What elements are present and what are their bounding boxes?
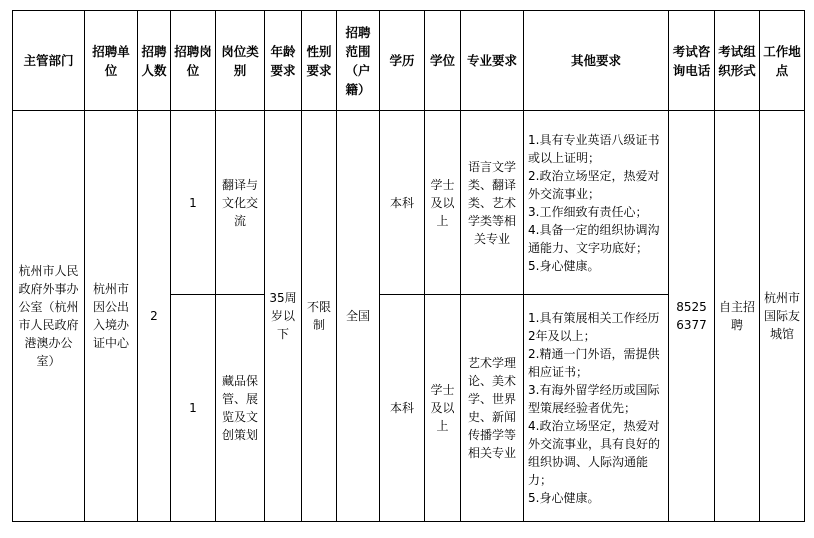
header-exam-org: 考试组织形式: [715, 11, 760, 111]
header-dept: 主管部门: [13, 11, 85, 111]
header-phone: 考试咨询电话: [669, 11, 715, 111]
requirement-line: 5.身心健康。: [528, 491, 600, 505]
location-cell: 杭州市国际友城馆: [760, 111, 805, 522]
post-cell: 1: [171, 295, 216, 522]
gender-cell: 不限制: [302, 111, 337, 522]
requirement-line: 1.具有专业英语八级证书或以上证明；: [528, 132, 660, 165]
education-cell: 本科: [380, 111, 425, 295]
table-row: [13, 111, 805, 295]
header-count: 招聘人数: [138, 11, 171, 111]
header-row: [13, 11, 805, 111]
post-type-cell: 藏品保管、展览及文创策划: [216, 295, 265, 522]
major-cell: 艺术学理论、美术学、世界史、新闻传播学等相关专业: [461, 295, 524, 522]
requirement-line: 1.具有策展相关工作经历2年及以上；: [528, 311, 660, 343]
header-unit: 招聘单位: [85, 11, 138, 111]
requirement-line: 5.身心健康。: [528, 258, 600, 273]
requirement-line: 2.政治立场坚定，热爱对外交流事业；: [528, 168, 660, 201]
degree-cell: 学士及以上: [425, 295, 461, 522]
requirement-line: 3.有海外留学经历或国际型策展经验者优先；: [528, 383, 660, 415]
requirement-line: 4.政治立场坚定，热爱对外交流事业，具有良好的组织协调、人际沟通能力；: [528, 419, 661, 487]
other-requirements-cell: [524, 111, 669, 295]
header-post: 招聘岗位: [171, 11, 216, 111]
header-degree: 学位: [425, 11, 461, 111]
count-cell: 2: [138, 111, 171, 522]
age-cell: 35周岁以下: [265, 111, 302, 522]
header-post-type: 岗位类别: [216, 11, 265, 111]
other-requirements-cell: [524, 295, 669, 522]
education-cell: 本科: [380, 295, 425, 522]
header-age: 年龄要求: [265, 11, 302, 111]
requirement-line: 3.工作细致有责任心；: [528, 204, 648, 219]
degree-cell: 学士及以上: [425, 111, 461, 295]
recruitment-table: [12, 10, 805, 522]
phone-cell: 8525 6377: [669, 111, 715, 522]
header-location: 工作地点: [760, 11, 805, 111]
header-gender: 性别要求: [302, 11, 337, 111]
header-education: 学历: [380, 11, 425, 111]
post-cell: 1: [171, 111, 216, 295]
requirement-line: 4.具备一定的组织协调沟通能力、文字功底好；: [528, 222, 660, 255]
dept-cell: 杭州市人民政府外事办公室（杭州市人民政府港澳办公室）: [13, 111, 85, 522]
unit-cell: 杭州市因公出入境办证中心: [85, 111, 138, 522]
exam-org-cell: 自主招聘: [715, 111, 760, 522]
header-major: 专业要求: [461, 11, 524, 111]
header-other: 其他要求: [524, 11, 669, 111]
major-cell: 语言文学类、翻译类、艺术学类等相关专业: [461, 111, 524, 295]
scope-cell: 全国: [337, 111, 380, 522]
header-scope: 招聘范围（户籍）: [337, 11, 380, 111]
post-type-cell: 翻译与文化交流: [216, 111, 265, 295]
requirement-line: 2.精通一门外语，需提供相应证书；: [528, 347, 660, 379]
